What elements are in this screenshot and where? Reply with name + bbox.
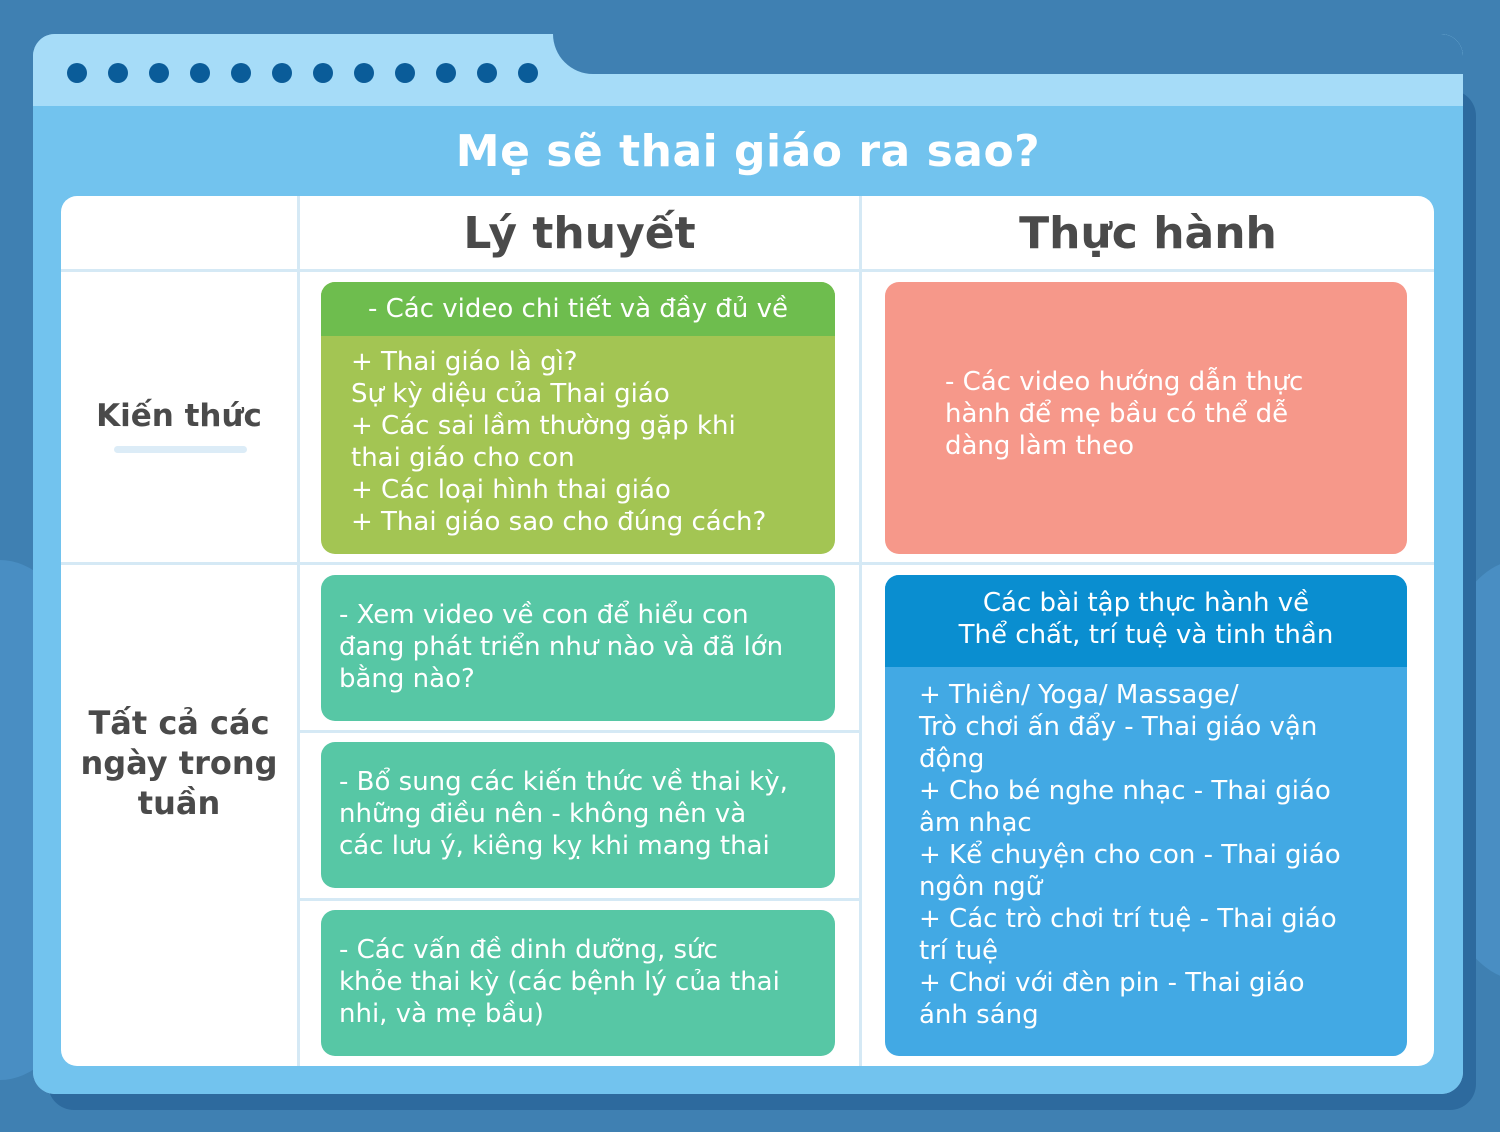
column-divider xyxy=(297,196,300,1066)
page-title: Mẹ sẽ thai giáo ra sao? xyxy=(455,126,1041,177)
binder-dot xyxy=(272,63,292,83)
column-header-theory: Lý thuyết xyxy=(463,208,696,259)
binder-dot xyxy=(231,63,251,83)
tab-cutout xyxy=(553,34,1463,74)
binder-dot xyxy=(313,63,333,83)
all-days-practice-body: + Thiền/ Yoga/ Massage/ Trò chơi ấn đẩy - Thai giáo vận động + Cho bé nghe nhạc - Thai giáo âm nhạc + Kể chuyện cho con - Thai giáo ngôn ngữ + Các trò chơi trí tuệ - Thai giáo trí tuệ + Chơi với đèn pin - Thai giáo ánh sáng xyxy=(919,680,1341,1030)
binder-dot xyxy=(108,63,128,83)
column-divider xyxy=(859,196,862,1066)
all-days-theory-text-1: - Xem video về con để hiểu con đang phát triển như nào và đã lớn bằng nào? xyxy=(339,600,784,694)
binder-dot xyxy=(149,63,169,83)
knowledge-practice-box xyxy=(885,282,1407,554)
knowledge-theory-box xyxy=(321,282,835,554)
all-days-theory-box-3 xyxy=(321,910,835,1056)
binder-dot xyxy=(518,63,538,83)
row-divider xyxy=(61,269,1434,272)
row-label-all-days: Tất cả các ngày trong tuần xyxy=(80,704,278,822)
all-days-theory-box-2 xyxy=(321,742,835,888)
knowledge-theory-body: + Thai giáo là gì? Sự kỳ diệu của Thai giáo + Các sai lầm thường gặp khi thai giáo cho con + Các loại hình thai giáo + Thai giáo sao cho đúng cách? xyxy=(351,347,767,537)
row-divider xyxy=(61,562,1434,565)
binder-dots xyxy=(67,63,559,83)
row-label-underline xyxy=(114,446,247,453)
all-days-theory-text-3: - Các vấn đề dinh dưỡng, sức khỏe thai kỳ (các bệnh lý của thai nhi, và mẹ bầu) xyxy=(339,935,780,1029)
row-divider xyxy=(299,898,859,901)
all-days-practice-box xyxy=(885,575,1407,1056)
knowledge-practice-body: - Các video hướng dẫn thực hành để mẹ bầu có thể dễ dàng làm theo xyxy=(945,367,1304,461)
knowledge-theory-header: - Các video chi tiết và đầy đủ về xyxy=(321,282,835,336)
notebook-card xyxy=(33,34,1463,1094)
binder-dot xyxy=(395,63,415,83)
row-divider xyxy=(299,730,859,733)
binder-dot xyxy=(190,63,210,83)
all-days-theory-text-2: - Bổ sung các kiến thức về thai kỳ, những điều nên - không nên và các lưu ý, kiêng kỵ khi mang thai xyxy=(339,767,788,861)
comparison-table xyxy=(61,196,1434,1066)
binder-dot xyxy=(354,63,374,83)
row-label-knowledge: Kiến thức xyxy=(96,398,262,434)
all-days-theory-box-1 xyxy=(321,575,835,721)
all-days-practice-header: Các bài tập thực hành về Thể chất, trí tuệ và tinh thần xyxy=(885,575,1407,667)
binder-dot xyxy=(67,63,87,83)
binder-dot xyxy=(436,63,456,83)
binder-dot xyxy=(477,63,497,83)
column-header-practice: Thực hành xyxy=(1019,208,1277,259)
